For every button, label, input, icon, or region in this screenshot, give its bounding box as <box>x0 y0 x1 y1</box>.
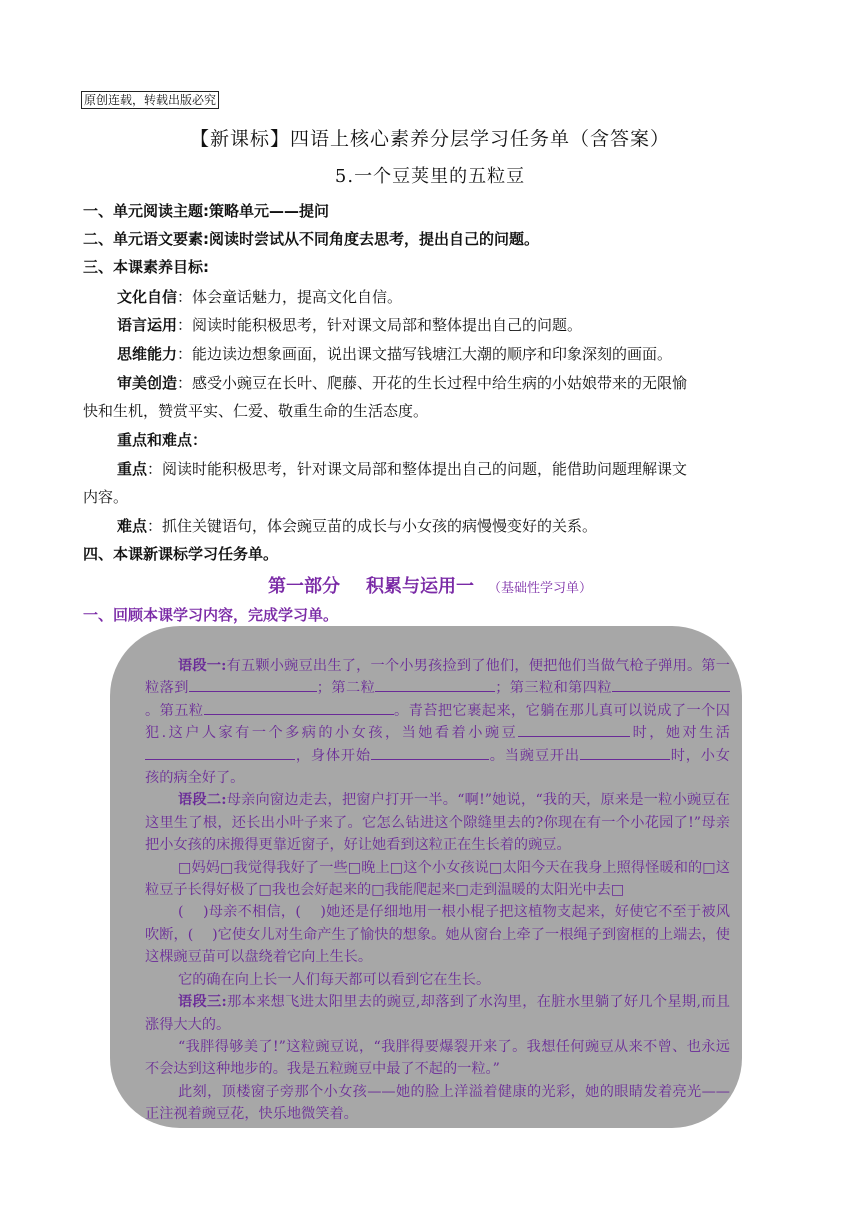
goal-aesthetic-cont: 快和生机，赞赏平实、仁爱、敬重生命的生活态度。 <box>83 402 429 420</box>
key-label: 重点 <box>117 460 148 478</box>
goal-label: 思维能力 <box>117 345 178 363</box>
passage-text-run: ；第三粒和第四粒 <box>495 680 612 697</box>
page-title: 【新课标】四语上核心素养分层学习任务单（含答案） <box>189 128 670 150</box>
key-diff-heading: 重点和难点： <box>117 431 208 449</box>
passage-text-run: 它的确在向上长一人们每天都可以看到它在生长。 <box>178 971 491 988</box>
passage-2-punctuation <box>145 857 730 902</box>
fill-blank[interactable] <box>518 722 630 737</box>
goal-label: 语言运用 <box>117 316 178 334</box>
passage-2 <box>145 789 730 856</box>
lesson-title: 5.一个豆荚里的五粒豆 <box>334 166 526 187</box>
passage-3-end <box>145 1081 730 1126</box>
key-point-cont: 内容。 <box>83 488 129 506</box>
goal-thinking <box>117 340 817 368</box>
copyright-stamp: 原创连载，转载出版必究 <box>81 91 219 109</box>
part-title: 第一部分 <box>267 576 340 597</box>
diff-text: ：抓住关键语句，体会豌豆苗的成长与小女孩的病慢慢变好的关系。 <box>147 517 598 535</box>
passage-text <box>145 655 730 1126</box>
section-reading-theme: 一、单元阅读主题:策略单元——提问 <box>83 202 330 220</box>
passage-3-quote <box>145 1036 730 1081</box>
passage-text-run: 有五颗小豌豆出生了，一个小男孩捡到了他们，便把他们当做气枪子弹用。第一粒落到 <box>145 658 730 697</box>
section-goals-heading: 三、本课素养目标: <box>83 258 209 276</box>
passage-text-run: 那本来想飞进太阳里去的豌豆,却落到了水沟里，在脏水里躺了好几个星期,而且涨得大大的。 <box>145 994 730 1033</box>
goal-text: ：阅读时能积极思考，针对课文局部和整体提出自己的问题。 <box>177 316 583 334</box>
task-heading: 一、回顾本课学习内容，完成学习单。 <box>83 606 339 624</box>
passage-label: 语段一: <box>178 658 227 674</box>
key-point <box>117 455 817 483</box>
passage-text-run: 时，她对生活 <box>630 725 730 742</box>
passage-label: 语段二: <box>178 792 227 809</box>
part-heading <box>0 572 860 598</box>
goal-text: ：体会童话魅力，提高文化自信。 <box>177 288 403 306</box>
part-subtitle: （基础性学习单） <box>487 581 592 596</box>
passage-text-run: ；第二粒 <box>316 680 376 697</box>
part-name: 积累与运用一 <box>365 576 474 597</box>
fill-blank[interactable] <box>612 677 730 692</box>
goal-label: 文化自信 <box>117 288 178 306</box>
goal-culture <box>117 283 817 311</box>
passage-2-end <box>145 969 730 991</box>
passage-text-run: 。当豌豆开出 <box>488 747 580 764</box>
passage-text-run: 母亲向窗边走去，把窗户打开一半。“啊!”她说，“我的天，原来是一粒小豌豆在这里生了根，还长出小叶子来了。它怎么钻进这个隙缝里去的?你现在有一个小花园了!”母亲把小女孩的床搬得更靠近窗子，好让她看到这粒正在生长着的豌豆。 <box>145 792 730 854</box>
section-language-elements: 二、单元语文要素:阅读时尝试从不同角度去思考，提出自己的问题。 <box>83 230 540 248</box>
passage-2-connectives <box>145 901 730 968</box>
goal-text: ：能边读边想象画面，说出课文描写钱塘江大潮的顺序和印象深刻的画面。 <box>177 345 673 363</box>
diff-label: 难点 <box>117 517 148 535</box>
fill-blank[interactable] <box>145 745 295 760</box>
fill-blank[interactable] <box>580 745 670 760</box>
passage-text-run: 时，小女孩的病全好了。 <box>145 747 730 787</box>
passage-3 <box>145 991 730 1036</box>
passage-text-run: 。第五粒 <box>145 702 204 719</box>
passage-text-run: ( )母亲不相信，( )她还是仔细地用一根小棍子把这植物支起来，好使它不至于被风吹断，( )它使女儿对生命产生了愉快的想象。她从窗台上牵了一根绳子到窗框的上端去，使这棵豌豆苗可以盘绕着它向上生长。 <box>145 904 730 966</box>
passage-text-run: ，身体开始 <box>295 747 371 764</box>
passage-label: 语段三: <box>178 994 227 1011</box>
goal-language <box>117 311 817 339</box>
goal-label: 审美创造 <box>117 374 178 392</box>
fill-blank[interactable] <box>189 677 317 692</box>
passage-text-run: “我胖得够美了!”这粒豌豆说，“我胖得要爆裂开来了。我想任何豌豆从来不曾、也永远不会达到这种地步的。我是五粒豌豆中最了不起的一粒。” <box>145 1038 730 1078</box>
key-text: ：阅读时能积极思考，针对课文局部和整体提出自己的问题，能借助问题理解课文 <box>147 460 688 478</box>
goal-aesthetic <box>117 369 817 397</box>
passage-text-run: □妈妈□我觉得我好了一些□晚上□这个小女孩说□太阳今天在我身上照得怪暖和的□这粒豆子长得好极了□我也会好起来的□我能爬起来□走到温暖的太阳光中去□ <box>145 859 730 899</box>
passage-text-run: 此刻，顶楼窗子旁那个小女孩——她的脸上洋溢着健康的光彩，她的眼睛发着亮光——正注视着豌豆花，快乐地微笑着。 <box>145 1083 730 1123</box>
fill-blank[interactable] <box>204 700 394 715</box>
fill-blank[interactable] <box>371 745 489 760</box>
passage-1 <box>145 655 730 789</box>
section-task-list: 四、本课新课标学习任务单。 <box>83 545 279 563</box>
fill-blank[interactable] <box>375 677 495 692</box>
passage-text-run: 。青苔把它裹起来，它躺在那儿真可以说成了一个囚犯.这户人家有一个多病的小女孩，当她看着小豌豆 <box>145 702 730 742</box>
goal-text: ：感受小豌豆在长叶、爬藤、开花的生长过程中给生病的小姑娘带来的无限愉 <box>177 374 688 392</box>
difficulty-point <box>117 512 817 540</box>
